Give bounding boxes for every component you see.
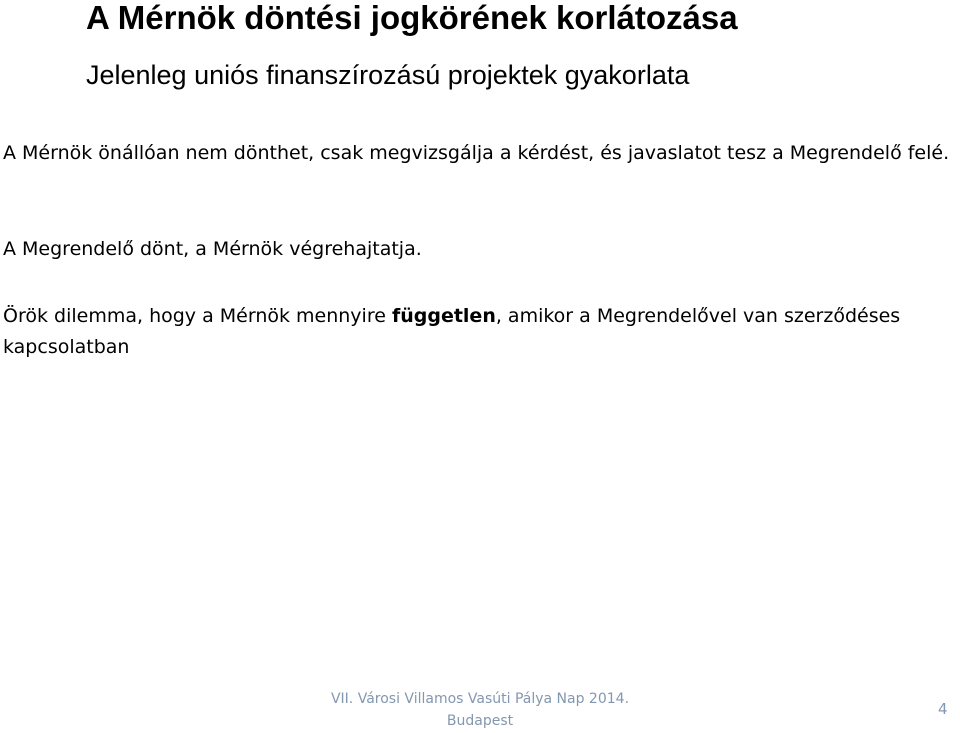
page-number: 4 bbox=[938, 700, 948, 718]
slide-title: A Mérnök döntési jogkörének korlátozása bbox=[86, 0, 738, 36]
paragraph-independence-dilemma bbox=[3, 301, 953, 363]
dilemma-text-after: , amikor a Megrendelővel van szerződéses kapcsolatban bbox=[3, 305, 901, 358]
slide-subtitle: Jelenleg uniós finanszírozású projektek gyakorlata bbox=[86, 60, 690, 90]
dilemma-text-before: Örök dilemma, hogy a Mérnök mennyire bbox=[3, 305, 392, 327]
footer-location-line: Budapest bbox=[446, 713, 514, 729]
independent-emphasis: független bbox=[391, 305, 496, 327]
footer-event-line: VII. Városi Villamos Vasúti Pálya Nap 2014. bbox=[330, 691, 630, 707]
paragraph-engineer-recommendation: A Mérnök önállóan nem dönthet, csak megvizsgálja a kérdést, és javaslatot tesz a Megrendelő felé. bbox=[3, 142, 950, 164]
slide-footer bbox=[300, 688, 660, 732]
paragraph-client-decision: A Megrendelő dönt, a Mérnök végrehajtatja. bbox=[3, 238, 422, 260]
